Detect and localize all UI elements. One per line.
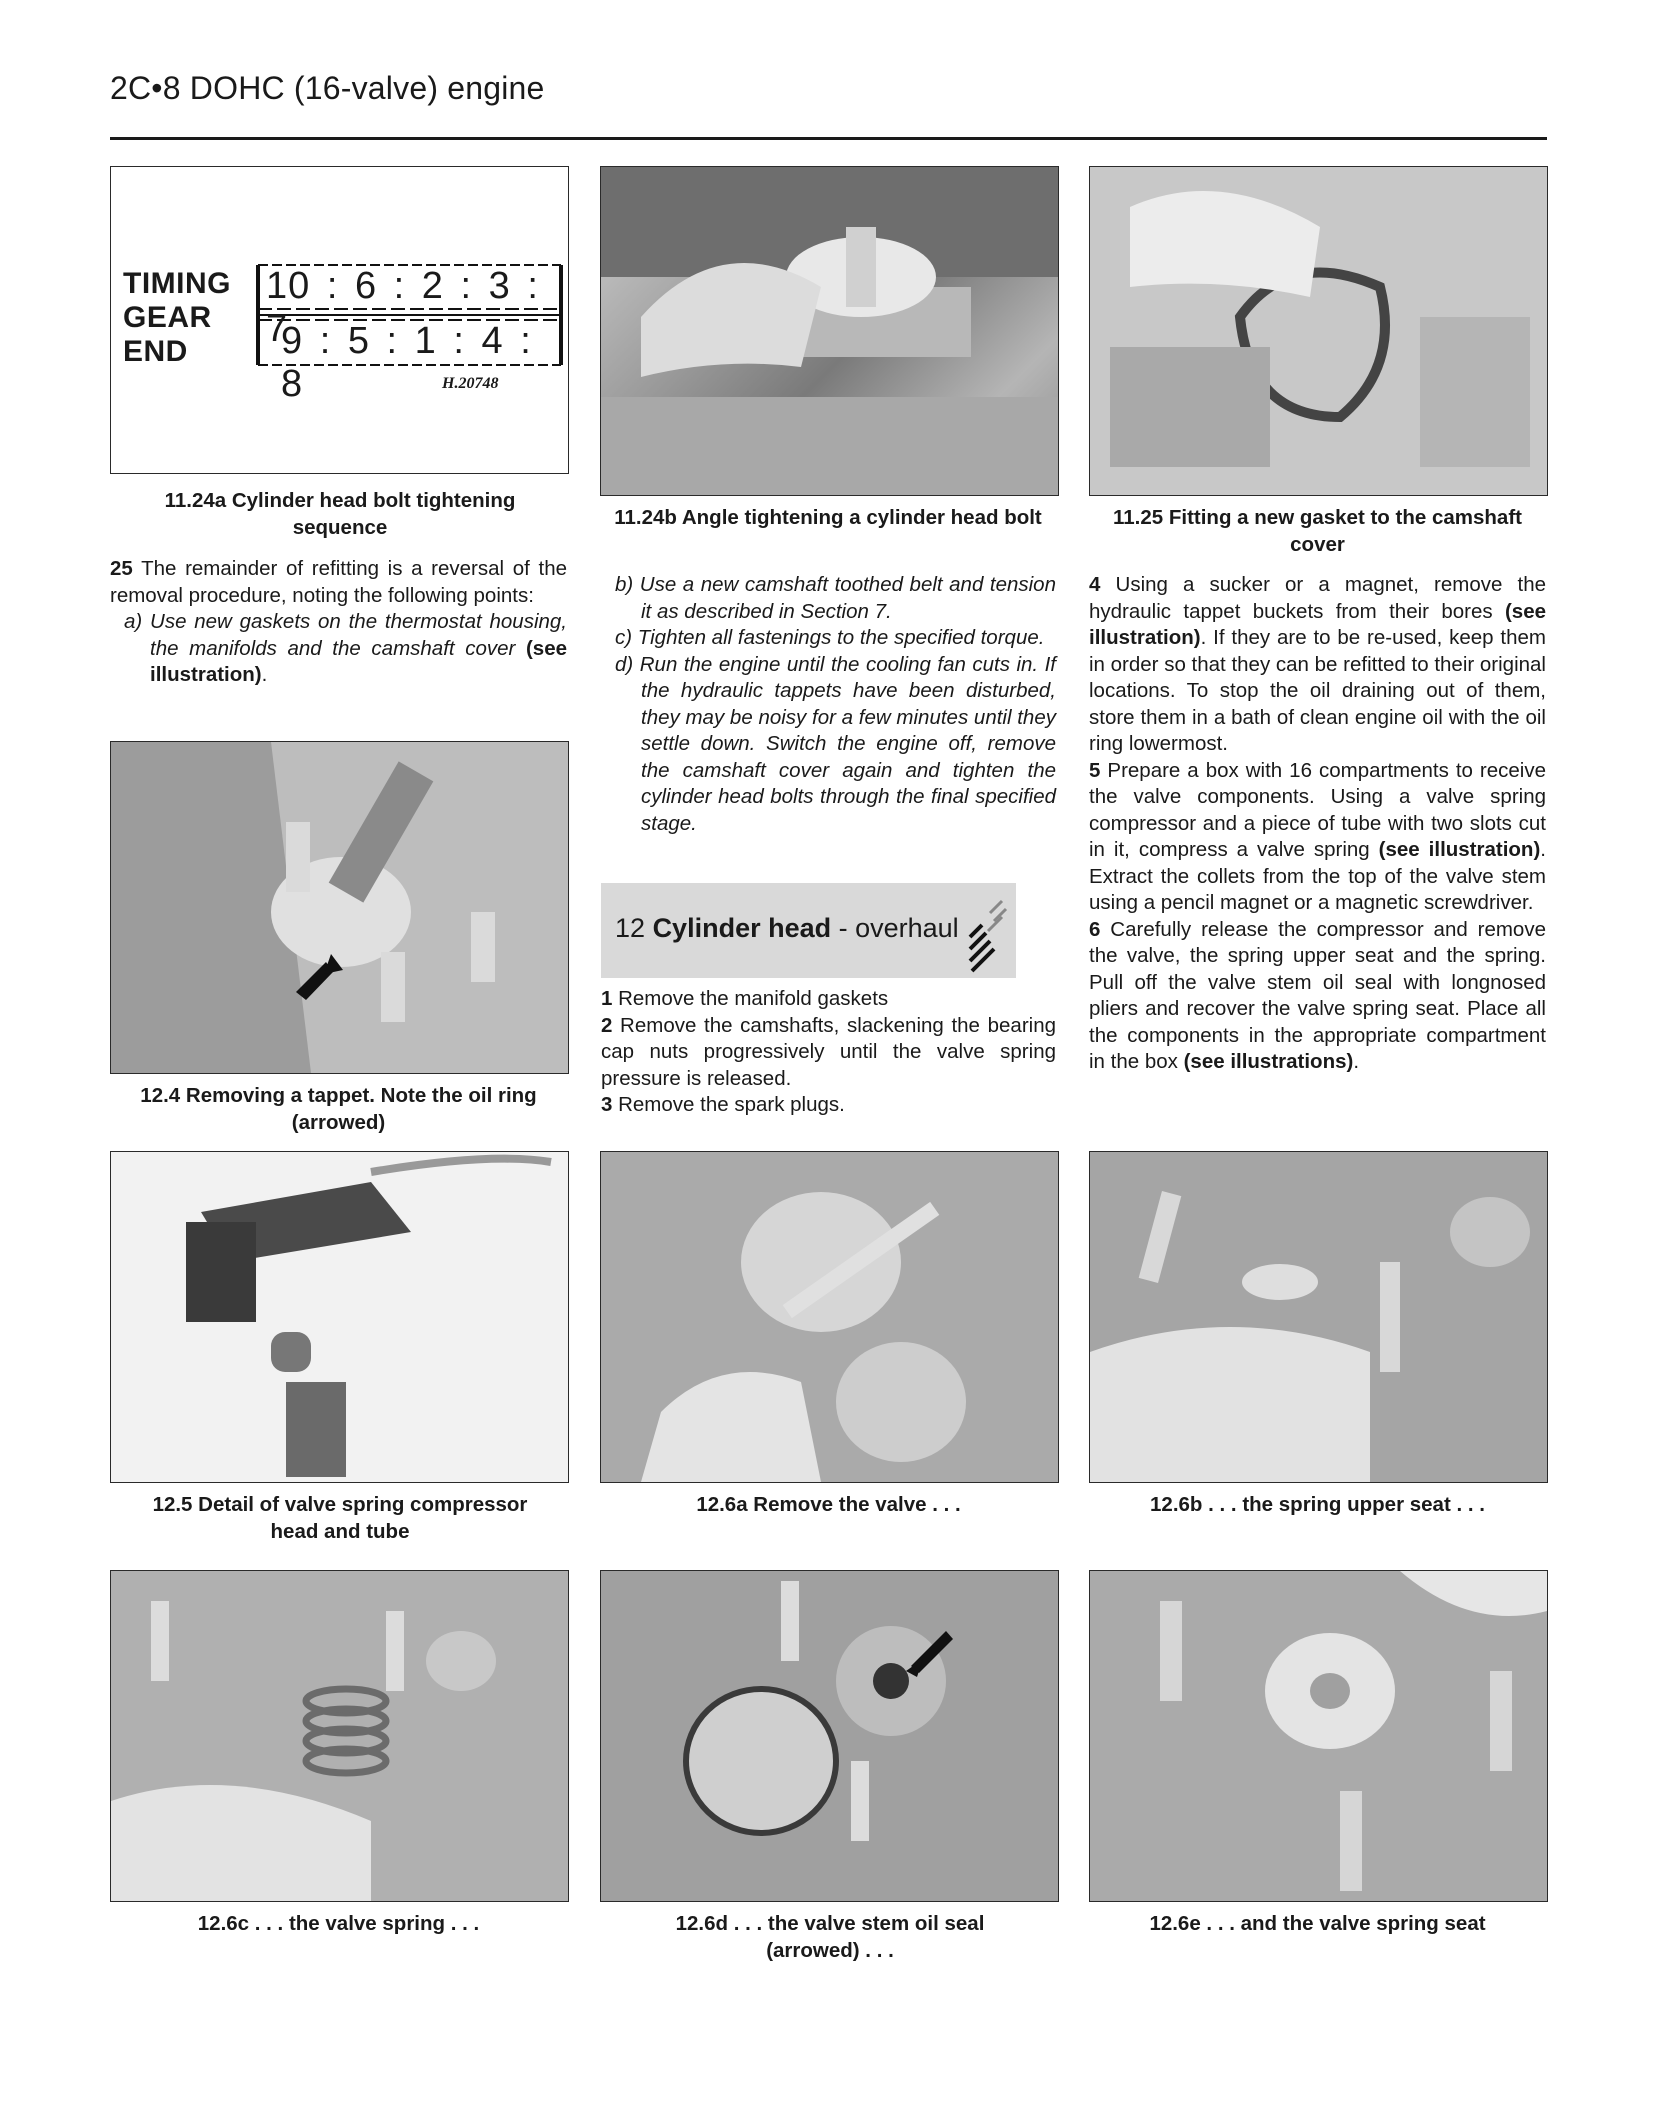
step-1: 1 Remove the manifold gaskets [601,987,889,1010]
caption-11-24b: 11.24b Angle tightening a cylinder head bolt [614,506,1042,529]
end-label: END [123,335,188,368]
caption-12-6e: 12.6e . . . and the valve spring seat [1149,1912,1486,1935]
photo-12-6c-valve-spring [110,1570,569,1902]
figure-11-24a-timing-diagram [110,166,569,474]
photo-11-24b-angle-tightening [600,166,1059,496]
top-bolt-row: 10 : 6 : 2 : 3 : 7 [266,265,539,350]
step-4: 4 Using a sucker or a magnet, remove the hydraulic tappet buckets from their bores (see illustration). If they are to be re-used, keep them in order so that they can be refitted to their original locations. To stop the oil draining out of them, store them in a bath of clean engine oil with the oil ring lowermost. [1089,573,1546,755]
column-3-text [1089,572,1546,1076]
timing-label: TIMING [123,267,231,300]
bolt-3: 3 [488,265,511,307]
bolt-2: 2 [421,265,444,307]
caption-11-25: 11.25 Fitting a new gasket to the camshaft cover [1113,506,1522,556]
bolt-5: 5 [347,320,370,362]
caption-12-6b: 12.6b . . . the spring upper seat . . . [1150,1493,1485,1516]
photo-12-5-compressor-head-and-tube [110,1151,569,1483]
list-item-a: a) Use new gaskets on the thermostat housing, the manifolds and the camshaft cover (see illustration). [124,610,567,686]
step-6: 6 Carefully release the compressor and remove the valve, the spring upper seat and the spring. Pull off the valve stem oil seal with longnosed pliers and recover the valve spring seat. Place all the components in the appropriate compartment in the box (see illustrations). [1089,917,1546,1073]
section-title: Cylinder head [652,913,832,943]
page-header: 2C•8 DOHC (16-valve) engine [110,70,545,106]
bolt-9: 9 [281,320,304,362]
gear-label: GEAR [123,301,212,334]
column-1-text [110,556,567,689]
spanner-difficulty-icon [964,887,1012,973]
photo-12-6e-valve-spring-seat [1089,1570,1548,1902]
bolt-6: 6 [354,265,378,307]
bolt-4: 4 [481,320,504,362]
figure-code: H.20748 [442,375,499,392]
bolt-8: 8 [281,363,304,405]
section-12-text [601,986,1056,1119]
photo-12-6a-remove-valve [600,1151,1059,1483]
bottom-bolt-row: 9 : 5 : 1 : 4 : 8 [281,320,532,405]
photo-11-25-camshaft-cover-gasket [1089,166,1548,496]
photo-12-4-removing-tappet [110,741,569,1074]
caption-12-5: 12.5 Detail of valve spring compressor head and tube [152,1493,528,1543]
bolt-7: 7 [266,308,289,350]
step-3: 3 Remove the spark plugs. [601,1093,845,1116]
photo-12-6d-valve-stem-oil-seal [600,1570,1059,1902]
caption-11-24a: 11.24a Cylinder head bolt tightening sequence [164,489,516,539]
photo-12-6b-spring-upper-seat [1089,1151,1548,1483]
step-5: 5 Prepare a box with 16 compartments to receive the valve components. Using a valve spring compressor and a piece of tube with two slots cut in it, compress a valve spring (see illustration). Extract the collets from the top of the valve stem using a pencil magnet or a magnetic screwdriver. [1089,758,1546,914]
bolt-10: 10 [266,265,311,307]
paragraph-25: 25 The remainder of refitting is a reversal of the removal procedure, noting the following points: [110,557,567,607]
list-item-b: b) Use a new camshaft toothed belt and tension it as described in Section 7. [615,573,1056,623]
header-rule [110,137,1547,140]
caption-12-6d: 12.6d . . . the valve stem oil seal (arrowed) . . . [675,1912,985,1962]
column-2-text [601,572,1056,837]
caption-12-4: 12.4 Removing a tappet. Note the oil ring (arrowed) [140,1084,537,1134]
section-suffix: - overhaul [831,913,959,943]
caption-12-6a: 12.6a Remove the valve . . . [696,1493,961,1516]
caption-12-6c: 12.6c . . . the valve spring . . . [197,1912,480,1935]
section-12-heading [601,883,1016,978]
list-item-d: d) Run the engine until the cooling fan cuts in. If the hydraulic tappets have been disturbed, they may be noisy for a few minutes until they settle down. Switch the engine off, remove the camshaft cover again and tighten the cylinder head bolts through the final specified stage. [615,652,1056,835]
bolt-1: 1 [414,320,437,362]
list-item-c: c) Tighten all fastenings to the specified torque. [615,626,1045,649]
section-number: 12 [615,913,646,943]
step-2: 2 Remove the camshafts, slackening the bearing cap nuts progressively until the valve spring pressure is released. [601,1013,1056,1090]
